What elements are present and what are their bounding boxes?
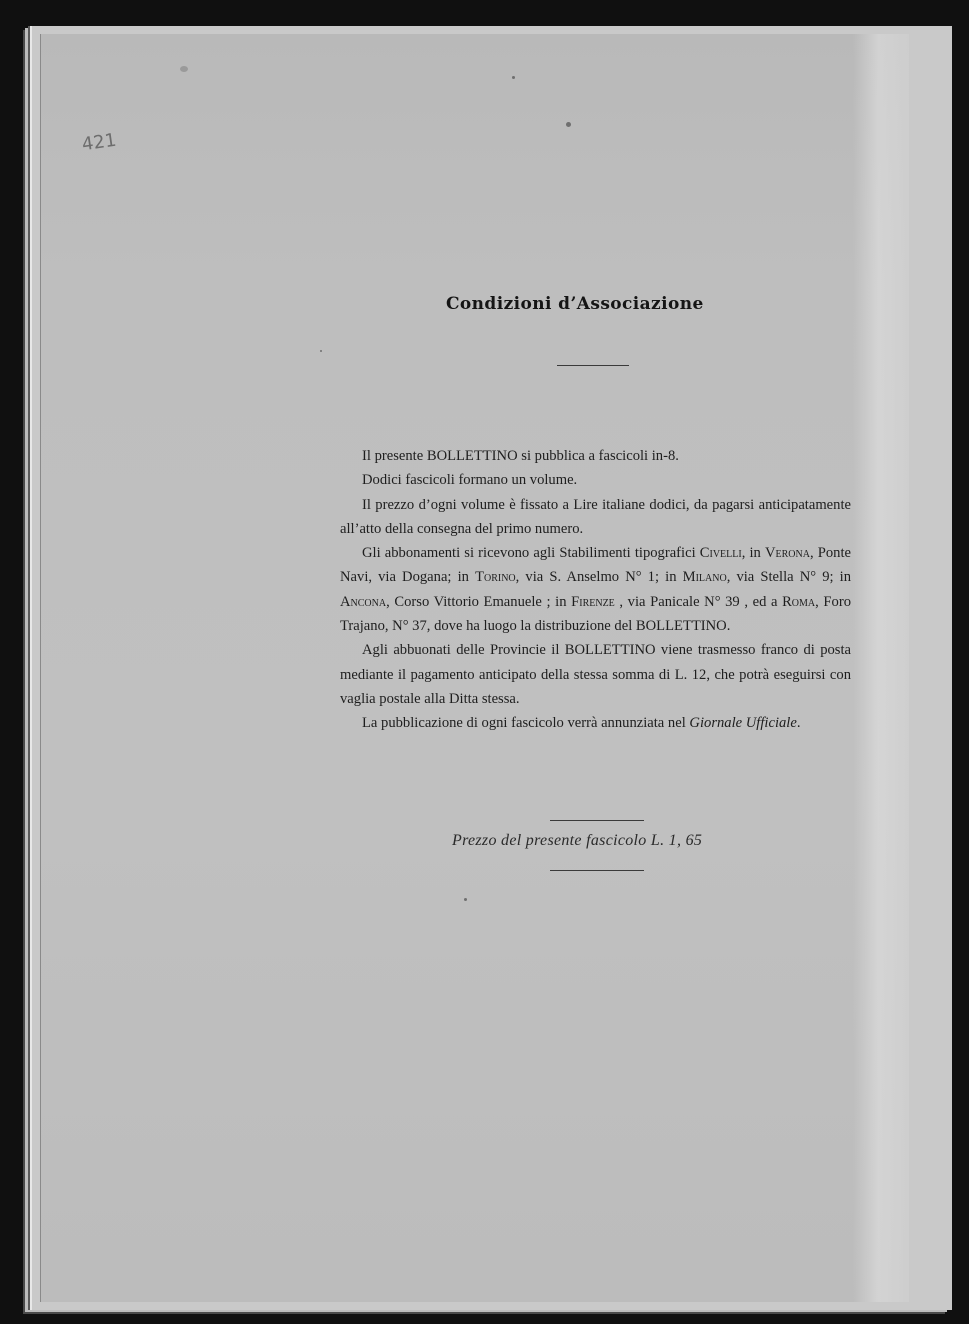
title-divider bbox=[557, 365, 629, 366]
p6-text: La pubblicazione di ogni fascicolo verrà annunziata nel bbox=[362, 715, 690, 732]
p6-end: . bbox=[796, 715, 801, 732]
paragraph-1: Il presente BOLLETTINO si pubblica a fascicoli in-8. bbox=[362, 448, 679, 464]
conditions-text bbox=[340, 444, 851, 736]
paragraph-2: Dodici fascicoli formano un volume. bbox=[362, 472, 578, 489]
paper-speck bbox=[180, 66, 188, 72]
paper-speck bbox=[464, 898, 467, 901]
p4-text-4: , via S. Anselmo N° 1; in bbox=[515, 569, 683, 586]
p4-text-3: , Ponte Navi, via Dogana; in bbox=[340, 545, 851, 586]
paper-speck bbox=[512, 76, 515, 79]
p4-text-7: , via Panicale N° 39 , ed a bbox=[614, 593, 783, 610]
paragraph-4 bbox=[340, 541, 851, 638]
price-divider-bottom bbox=[550, 870, 644, 871]
paragraph-3: Il prezzo d’ogni volume è fissato a Lire italiane dodici, da pagarsi anticipatamente all’atto della consegna del primo numero. bbox=[340, 496, 851, 537]
price-divider-top bbox=[550, 820, 644, 821]
journal-name: Giornale Ufficiale bbox=[689, 715, 797, 732]
p4-text-6: , Corso Vittorio Emanuele ; in bbox=[386, 593, 572, 610]
pencil-page-note: 421 bbox=[80, 129, 118, 156]
city-roma: Roma bbox=[782, 593, 816, 610]
page-title: Condizioni d’Associazione bbox=[446, 294, 704, 314]
p4-text-8: , Foro Trajano, N° 37, dove ha luogo la distribuzione del BOLLETTINO. bbox=[340, 593, 851, 635]
city-ancona: Ancona bbox=[340, 593, 387, 610]
paper-speck bbox=[320, 350, 322, 352]
city-torino: Torino bbox=[475, 569, 516, 586]
paragraph-5: Agli abbuonati delle Provincie il BOLLETTINO viene trasmesso franco di posta mediante il pagamento anticipato della stessa somma di L. 12, che potrà eseguirsi con vaglia postale alla Ditta stessa. bbox=[340, 642, 851, 707]
p4-text-2: , in bbox=[741, 545, 765, 562]
paper-speck bbox=[566, 122, 571, 127]
paragraph-6 bbox=[340, 711, 851, 735]
publisher-name: Civelli bbox=[699, 545, 742, 562]
price-line: Prezzo del presente fascicolo L. 1, 65 bbox=[452, 832, 703, 849]
p4-text-1: Gli abbonamenti si ricevono agli Stabilimenti tipografici bbox=[362, 545, 700, 562]
p4-text-5: , via Stella N° 9; in bbox=[726, 569, 851, 586]
city-firenze: Firenze bbox=[571, 593, 615, 610]
city-milano: Milano bbox=[682, 569, 727, 586]
city-verona: Verona bbox=[764, 545, 810, 562]
paper-edge-highlight bbox=[853, 34, 909, 1302]
